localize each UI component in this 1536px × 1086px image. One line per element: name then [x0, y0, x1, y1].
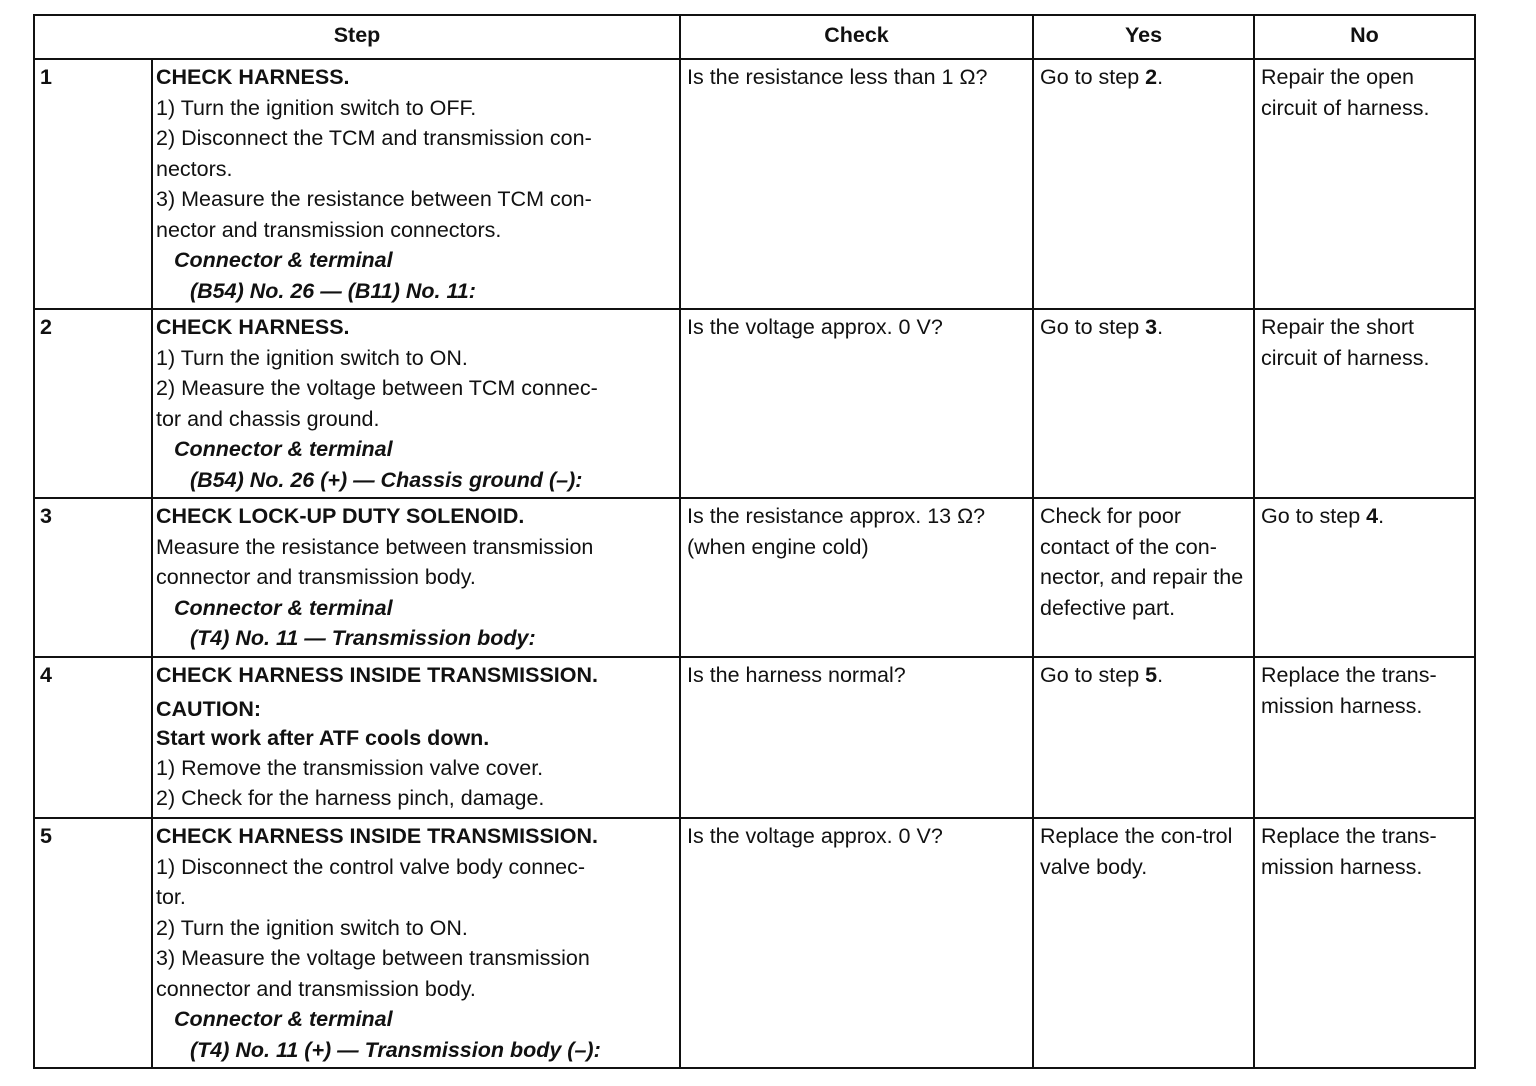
step-number: 4 — [34, 657, 152, 818]
yes-cell: Check for poor contact of the con-nector, and repair the defective part. — [1033, 498, 1254, 657]
step-description — [152, 498, 680, 657]
step-line: 1) Disconnect the control valve body connec- — [156, 854, 586, 879]
yes-text: Go to step — [1040, 65, 1146, 89]
no-suffix: . — [1378, 504, 1385, 528]
no-cell: Repair the short circuit of harness. — [1254, 309, 1475, 498]
step-heading: CHECK HARNESS INSIDE TRANSMISSION. — [156, 824, 598, 848]
header-check: Check — [680, 15, 1033, 59]
step-line: 3) Measure the resistance between TCM con- — [156, 187, 592, 211]
connector-label: Connector & terminal — [174, 248, 393, 272]
no-cell: Replace the trans-mission harness. — [1254, 818, 1475, 1068]
step-line: Measure the resistance between transmission — [156, 534, 594, 559]
yes-step-ref: 5 — [1145, 663, 1158, 687]
yes-step-ref: 3 — [1145, 315, 1158, 339]
no-cell: Repair the open circuit of harness. — [1254, 59, 1475, 309]
step-heading: CHECK HARNESS. — [156, 315, 350, 339]
table-row — [34, 818, 1475, 1068]
step-line: 1) Remove the transmission valve cover. — [156, 755, 544, 780]
yes-cell — [1033, 59, 1254, 309]
yes-suffix: . — [1157, 315, 1164, 339]
step-line: 3) Measure the voltage between transmission — [156, 946, 590, 970]
diagnostic-table-container — [33, 14, 1476, 1069]
step-description — [152, 657, 680, 818]
table-row — [34, 59, 1475, 309]
check-cell: Is the voltage approx. 0 V? — [680, 818, 1033, 1068]
step-line: 1) Turn the ignition switch to OFF. — [156, 95, 477, 120]
check-cell: Is the harness normal? — [680, 657, 1033, 818]
connector-label: Connector & terminal — [174, 595, 393, 620]
step-heading: CHECK HARNESS. — [156, 65, 350, 89]
no-step-ref: 4 — [1366, 504, 1379, 528]
step-line: nector and transmission connectors. — [156, 217, 502, 242]
step-line: nectors. — [156, 156, 233, 181]
step-number: 5 — [34, 818, 152, 1068]
step-number: 3 — [34, 498, 152, 657]
connector-value: (T4) No. 11 (+) — Transmission body (–): — [190, 1037, 601, 1062]
connector-value: (B54) No. 26 — (B11) No. 11: — [190, 278, 476, 303]
step-line: tor. — [156, 885, 186, 909]
yes-cell — [1033, 657, 1254, 818]
caution-text: Start work after ATF cools down. — [156, 725, 490, 750]
step-number: 1 — [34, 59, 152, 309]
table-row — [34, 498, 1475, 657]
connector-label: Connector & terminal — [174, 437, 393, 461]
step-line: 2) Check for the harness pinch, damage. — [156, 786, 545, 810]
step-heading: CHECK LOCK-UP DUTY SOLENOID. — [156, 504, 525, 528]
step-heading: CHECK HARNESS INSIDE TRANSMISSION. — [156, 663, 598, 687]
step-line: 1) Turn the ignition switch to ON. — [156, 345, 468, 370]
step-line: connector and transmission body. — [156, 976, 476, 1001]
check-cell: Is the resistance less than 1 Ω? — [680, 59, 1033, 309]
table-row — [34, 657, 1475, 818]
no-cell: Replace the trans-mission harness. — [1254, 657, 1475, 818]
no-text: Go to step — [1261, 504, 1367, 528]
step-number: 2 — [34, 309, 152, 498]
connector-label: Connector & terminal — [174, 1007, 393, 1031]
step-line: connector and transmission body. — [156, 565, 476, 589]
step-line: tor and chassis ground. — [156, 406, 380, 431]
header-yes: Yes — [1033, 15, 1254, 59]
no-cell — [1254, 498, 1475, 657]
yes-suffix: . — [1157, 65, 1164, 89]
header-no: No — [1254, 15, 1475, 59]
header-step: Step — [34, 15, 680, 59]
step-line: 2) Disconnect the TCM and transmission con- — [156, 126, 592, 150]
yes-cell — [1033, 309, 1254, 498]
step-line: 2) Turn the ignition switch to ON. — [156, 915, 468, 940]
table-row — [34, 309, 1475, 498]
yes-text: Go to step — [1040, 663, 1146, 687]
header-row — [34, 15, 1475, 59]
caution-label: CAUTION: — [156, 696, 262, 721]
step-description — [152, 818, 680, 1068]
check-cell: Is the voltage approx. 0 V? — [680, 309, 1033, 498]
step-description — [152, 59, 680, 309]
check-cell: Is the resistance approx. 13 Ω? (when engine cold) — [680, 498, 1033, 657]
yes-suffix: . — [1157, 663, 1164, 687]
yes-cell: Replace the con-trol valve body. — [1033, 818, 1254, 1068]
yes-text: Go to step — [1040, 315, 1146, 339]
step-line: 2) Measure the voltage between TCM connec- — [156, 376, 598, 400]
diagnostic-table — [33, 14, 1476, 1069]
connector-value: (B54) No. 26 (+) — Chassis ground (–): — [190, 467, 583, 492]
step-description — [152, 309, 680, 498]
connector-value: (T4) No. 11 — Transmission body: — [190, 626, 536, 650]
yes-step-ref: 2 — [1145, 65, 1158, 89]
